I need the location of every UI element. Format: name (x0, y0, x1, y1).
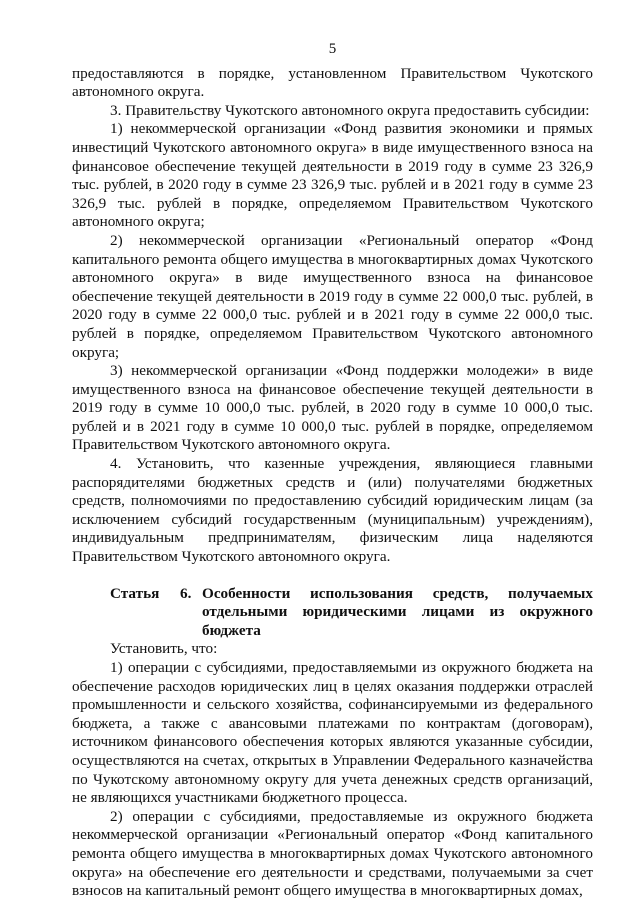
paragraph: 3. Правительству Чукотского автономного округа предоставить субсидии: (110, 101, 590, 119)
paragraph: предоставляются в порядке, установленном Правительством Чукотского автономного округа. (72, 64, 593, 101)
document-page (72, 40, 593, 901)
paragraph: 4. Установить, что казенные учреждения, являющиеся главными распорядителями бюджетных средств и (или) получателями бюджетных средств, полномочиями по предоставлению субсидий юридическим лицам (за исключением субсидий государственным (муниципальным) учреждениям), индивидуальным предпринимателям, физическим лица наделяются Правительством Чукотского автономного округа. (72, 455, 593, 566)
paragraphs-before (72, 65, 593, 567)
article-number: 6. (180, 584, 192, 602)
paragraph: 2) операции с субсидиями, предоставляемые из окружного бюджета некоммерческой организации «Региональный оператор «Фонд капитального ремонта общего имущества в многоквартирных домах Чукотского автономного округа» на обеспечение его деятельности и средствами, получаемыми за счет взносов на капитальный ремонт общего имущества в многоквартирных домах, (72, 807, 593, 900)
page-number: 5 (328, 41, 337, 57)
article-heading (72, 585, 593, 641)
article-label: Статья (110, 584, 160, 602)
paragraph: 1) некоммерческой организации «Фонд развития экономики и прямых инвестиций Чукотского автономного округа» в виде имущественного взноса на финансовое обеспечение текущей деятельности в 2019 году в сумме 23 326,9 тыс. рублей, в 2020 году в сумме 23 326,9 тыс. рублей и в 2021 году в сумме 23 326,9 тыс. рублей в порядке, определяемом Правительством Чукотского автономного округа; (72, 120, 593, 231)
paragraph: Установить, что: (110, 640, 218, 658)
article-title-block (180, 585, 593, 641)
paragraph: 3) некоммерческой организации «Фонд поддержки молодежи» в виде имущественного взноса на финансовое обеспечение текущей деятельности в 2019 году в сумме 10 000,0 тыс. рублей, в 2020 году в сумме 10 000,0 тыс. рублей и в 2021 году в сумме 10 000,0 тыс. рублей в порядке, определяемом Правительством Чукотского автономного округа. (72, 362, 593, 454)
paragraph: 1) операции с субсидиями, предоставляемыми из окружного бюджета на обеспечение расходов юридических лиц в целях оказания поддержки отраслей промышленности и сельского хозяйства, софинансируемыми из федерального бюджета, а также с авансовыми платежами по контрактам (договорам), источником финансового обеспечения которых являются указанные субсидии, осуществляются на счетах, открытых в Управлении Федерального казначейства по Чукотскому автономному округу для учета денежных средств организаций, не являющихся участниками бюджетного процесса. (72, 659, 593, 807)
article-title: Особенности использования средств, получаемых отдельными юридическими лицами из окружного бюджета (202, 584, 593, 639)
paragraph: 2) некоммерческой организации «Региональный оператор «Фонд капитального ремонта общего имущества в многоквартирных домах Чукотского автономного округа» в виде имущественного взноса на финансовое обеспечение текущей деятельности в 2019 году в сумме 22 000,0 тыс. рублей, в 2020 году в сумме 22 000,0 тыс. рублей и в 2021 году в сумме 22 000,0 тыс. рублей в порядке, определяемом Правительством Чукотского автономного округа; (72, 231, 593, 361)
paragraphs-after (72, 640, 593, 900)
